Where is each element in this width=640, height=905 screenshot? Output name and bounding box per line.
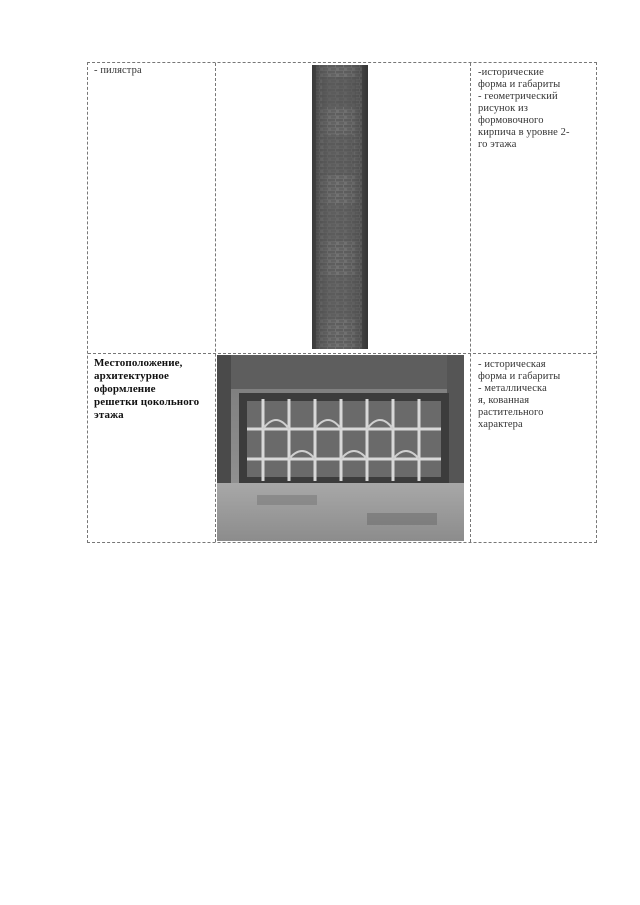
feature-line: я, кованная [478, 395, 530, 406]
feature-line: -исторические [478, 67, 544, 78]
subject-table [87, 62, 597, 543]
feature-line: рисунок из [478, 103, 529, 114]
pilaster-image [312, 65, 368, 349]
row2-element-cell [94, 357, 199, 422]
feature-line: - металлическа [478, 383, 547, 394]
basement-grille-photo [217, 355, 464, 541]
feature-line: - историческая [478, 359, 546, 370]
grille-image [217, 355, 464, 541]
feature-line: формовочного [478, 115, 544, 126]
element-text: этажа [94, 409, 124, 421]
feature-line: го этажа [478, 139, 517, 150]
element-text: архитектурное [94, 370, 169, 382]
feature-line: кирпича в уровне 2- [478, 127, 570, 138]
row1-features-cell [478, 67, 570, 151]
column-divider [470, 63, 471, 542]
row2-features-cell [478, 359, 560, 431]
feature-line: форма и габариты [478, 371, 561, 382]
feature-line: - геометрический [478, 91, 558, 102]
element-text: Местоположение, [94, 357, 183, 369]
feature-line: характера [478, 419, 523, 430]
element-text: решетки цокольного [94, 396, 200, 408]
row1-element-cell [94, 65, 142, 77]
row-divider [88, 353, 596, 354]
feature-line: растительного [478, 407, 544, 418]
feature-line: форма и габариты [478, 79, 561, 90]
pilaster-photo [312, 65, 368, 349]
element-text: - пилястра [94, 65, 142, 76]
element-text: оформление [94, 383, 156, 395]
column-divider [215, 63, 216, 542]
